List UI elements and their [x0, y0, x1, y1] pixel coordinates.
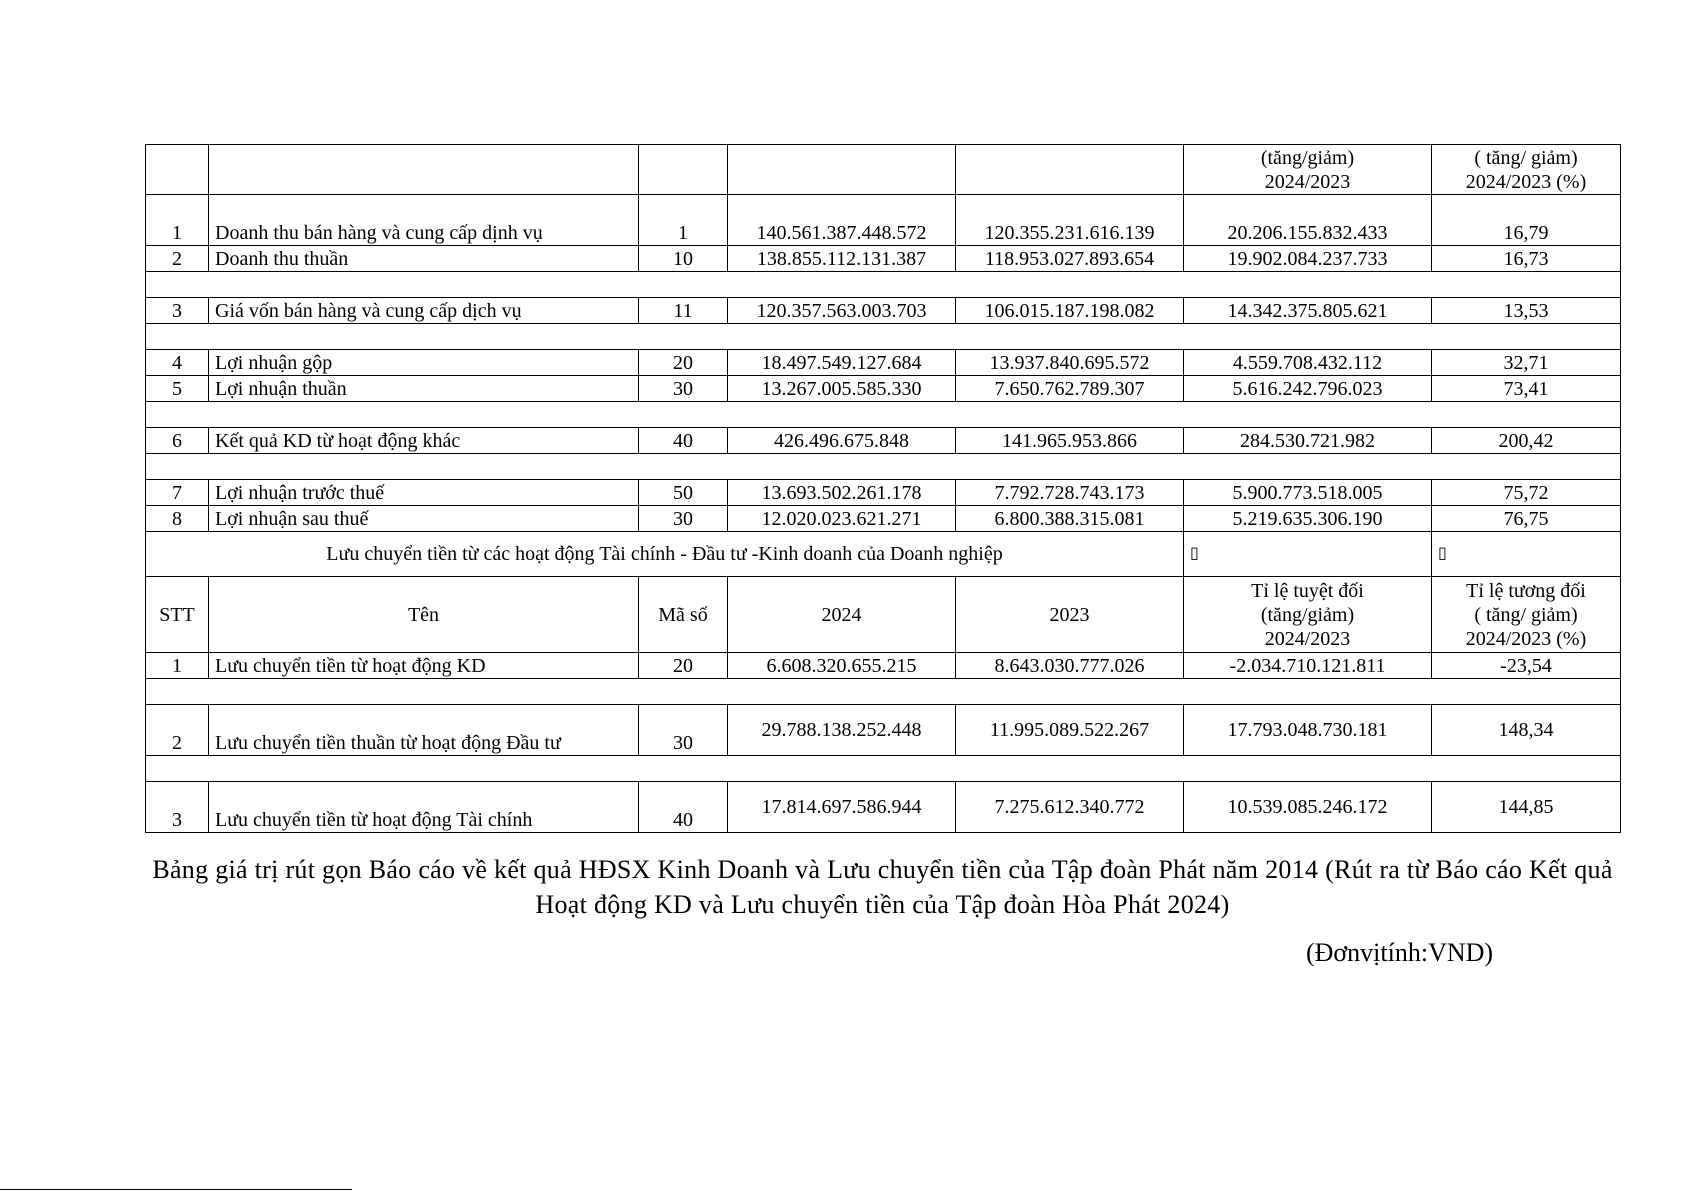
row-value-2023: 120.355.231.616.139	[956, 195, 1184, 246]
row-value-2023: 6.800.388.315.081	[956, 506, 1184, 532]
row-pct-change: 148,34	[1432, 705, 1621, 756]
spacer-row	[146, 679, 1621, 705]
placeholder-glyph-icon: ▯	[1438, 545, 1447, 562]
table-row	[146, 705, 1621, 756]
row-name: Lợi nhuận gộp	[209, 350, 639, 376]
row-stt: 1	[146, 653, 209, 679]
row-value-2024: 426.496.675.848	[728, 428, 956, 454]
row-code: 20	[639, 350, 728, 376]
header-abs-change: Tỉ lệ tuyệt đối (tăng/giảm) 2024/2023	[1184, 577, 1432, 653]
row-value-2024: 13.693.502.261.178	[728, 480, 956, 506]
financial-table	[145, 144, 1621, 833]
row-value-2023: 11.995.089.522.267	[956, 705, 1184, 756]
spacer-cell	[146, 272, 1621, 298]
row-pct-change: 16,73	[1432, 246, 1621, 272]
row-abs-change: 5.219.635.306.190	[1184, 506, 1432, 532]
row-code: 40	[639, 782, 728, 833]
row-code: 30	[639, 376, 728, 402]
row-abs-change: 5.900.773.518.005	[1184, 480, 1432, 506]
row-pct-change: 73,41	[1432, 376, 1621, 402]
header-2024: 2024	[728, 577, 956, 653]
row-abs-change: -2.034.710.121.811	[1184, 653, 1432, 679]
row-value-2024: 120.357.563.003.703	[728, 298, 956, 324]
table-row	[146, 195, 1621, 246]
row-name: Doanh thu thuần	[209, 246, 639, 272]
section-header-row	[146, 577, 1621, 653]
row-value-2024: 13.267.005.585.330	[728, 376, 956, 402]
header-stt: STT	[146, 577, 209, 653]
row-value-2024: 12.020.023.621.271	[728, 506, 956, 532]
row-name: Lưu chuyển tiền từ hoạt động Tài chính	[209, 782, 639, 833]
row-value-2024: 140.561.387.448.572	[728, 195, 956, 246]
row-pct-change: 200,42	[1432, 428, 1621, 454]
row-stt: 5	[146, 376, 209, 402]
table-row	[146, 506, 1621, 532]
header-code: Mã số	[639, 577, 728, 653]
row-stt: 1	[146, 195, 209, 246]
row-abs-change: 10.539.085.246.172	[1184, 782, 1432, 833]
row-value-2024: 29.788.138.252.448	[728, 705, 956, 756]
row-pct-change: 75,72	[1432, 480, 1621, 506]
row-abs-change: 14.342.375.805.621	[1184, 298, 1432, 324]
placeholder-glyph-cell	[1184, 532, 1432, 577]
section-title-row	[146, 532, 1621, 577]
row-abs-change: 19.902.084.237.733	[1184, 246, 1432, 272]
placeholder-glyph-cell	[1432, 532, 1621, 577]
row-name: Lợi nhuận thuần	[209, 376, 639, 402]
row-name: Lưu chuyển tiền thuần từ hoạt động Đầu tư	[209, 705, 639, 756]
row-value-2023: 106.015.187.198.082	[956, 298, 1184, 324]
table-row	[146, 428, 1621, 454]
row-stt: 2	[146, 705, 209, 756]
table-row	[146, 782, 1621, 833]
header-pct-change: ( tăng/ giảm) 2024/2023 (%)	[1432, 145, 1621, 195]
row-name: Doanh thu bán hàng và cung cấp dịnh vụ	[209, 195, 639, 246]
row-pct-change: 144,85	[1432, 782, 1621, 833]
row-code: 30	[639, 506, 728, 532]
table-row	[146, 653, 1621, 679]
row-pct-change: 16,79	[1432, 195, 1621, 246]
row-value-2023: 118.953.027.893.654	[956, 246, 1184, 272]
spacer-cell	[146, 454, 1621, 480]
row-stt: 7	[146, 480, 209, 506]
row-code: 11	[639, 298, 728, 324]
row-value-2023: 7.650.762.789.307	[956, 376, 1184, 402]
header-2023: 2023	[956, 577, 1184, 653]
row-value-2023: 7.792.728.743.173	[956, 480, 1184, 506]
row-value-2024: 18.497.549.127.684	[728, 350, 956, 376]
row-pct-change: 76,75	[1432, 506, 1621, 532]
unit-note: (Đơnvịtính:VND)	[1306, 938, 1494, 967]
section-title-text: Lưu chuyển tiền từ các hoạt động Tài chính - Đầu tư -Kinh doanh của Doanh nghiệp	[326, 543, 1003, 565]
row-pct-change: -23,54	[1432, 653, 1621, 679]
row-abs-change: 17.793.048.730.181	[1184, 705, 1432, 756]
spacer-cell	[146, 679, 1621, 705]
row-name: Kết quả KD từ hoạt động khác	[209, 428, 639, 454]
table-header-row	[146, 145, 1621, 195]
row-name: Lưu chuyển tiền từ hoạt động KD	[209, 653, 639, 679]
row-value-2023: 7.275.612.340.772	[956, 782, 1184, 833]
row-code: 30	[639, 705, 728, 756]
header-name: Tên	[209, 577, 639, 653]
row-value-2023: 141.965.953.866	[956, 428, 1184, 454]
spacer-row	[146, 402, 1621, 428]
row-abs-change: 20.206.155.832.433	[1184, 195, 1432, 246]
table-row	[146, 246, 1621, 272]
row-abs-change: 5.616.242.796.023	[1184, 376, 1432, 402]
row-pct-change: 32,71	[1432, 350, 1621, 376]
table-row	[146, 350, 1621, 376]
row-stt: 6	[146, 428, 209, 454]
header-abs-change: (tăng/giảm) 2024/2023	[1184, 145, 1432, 195]
row-abs-change: 4.559.708.432.112	[1184, 350, 1432, 376]
table-row	[146, 480, 1621, 506]
header-pct-change: Tỉ lệ tương đối ( tăng/ giảm) 2024/2023 (%)	[1432, 577, 1621, 653]
row-value-2024: 17.814.697.586.944	[728, 782, 956, 833]
row-name: Lợi nhuận sau thuế	[209, 506, 639, 532]
spacer-row	[146, 272, 1621, 298]
placeholder-glyph-icon: ▯	[1190, 545, 1199, 562]
row-code: 10	[639, 246, 728, 272]
spacer-row	[146, 756, 1621, 782]
row-value-2023: 8.643.030.777.026	[956, 653, 1184, 679]
spacer-cell	[146, 756, 1621, 782]
row-value-2023: 13.937.840.695.572	[956, 350, 1184, 376]
row-name: Giá vốn bán hàng và cung cấp dịch vụ	[209, 298, 639, 324]
spacer-cell	[146, 402, 1621, 428]
section-title	[146, 532, 1184, 577]
row-stt: 3	[146, 782, 209, 833]
row-value-2024: 138.855.112.131.387	[728, 246, 956, 272]
row-abs-change: 284.530.721.982	[1184, 428, 1432, 454]
row-code: 40	[639, 428, 728, 454]
table-caption: Bảng giá trị rút gọn Báo cáo về kết quả HĐSX Kinh Doanh và Lưu chuyển tiền của Tập đoàn Phát năm 2014 (Rút ra từ Báo cáo Kết quả Hoạt động KD và Lưu chuyển tiền của Tập đoàn Hòa Phát 2024)	[152, 855, 1613, 919]
row-code: 50	[639, 480, 728, 506]
table-row	[146, 376, 1621, 402]
spacer-row	[146, 324, 1621, 350]
row-code: 1	[639, 195, 728, 246]
spacer-row	[146, 454, 1621, 480]
row-pct-change: 13,53	[1432, 298, 1621, 324]
row-value-2024: 6.608.320.655.215	[728, 653, 956, 679]
row-code: 20	[639, 653, 728, 679]
row-stt: 2	[146, 246, 209, 272]
table-row	[146, 298, 1621, 324]
footnote-rule	[0, 1189, 352, 1190]
spacer-cell	[146, 324, 1621, 350]
row-stt: 3	[146, 298, 209, 324]
row-stt: 8	[146, 506, 209, 532]
row-name: Lợi nhuận trước thuế	[209, 480, 639, 506]
row-stt: 4	[146, 350, 209, 376]
